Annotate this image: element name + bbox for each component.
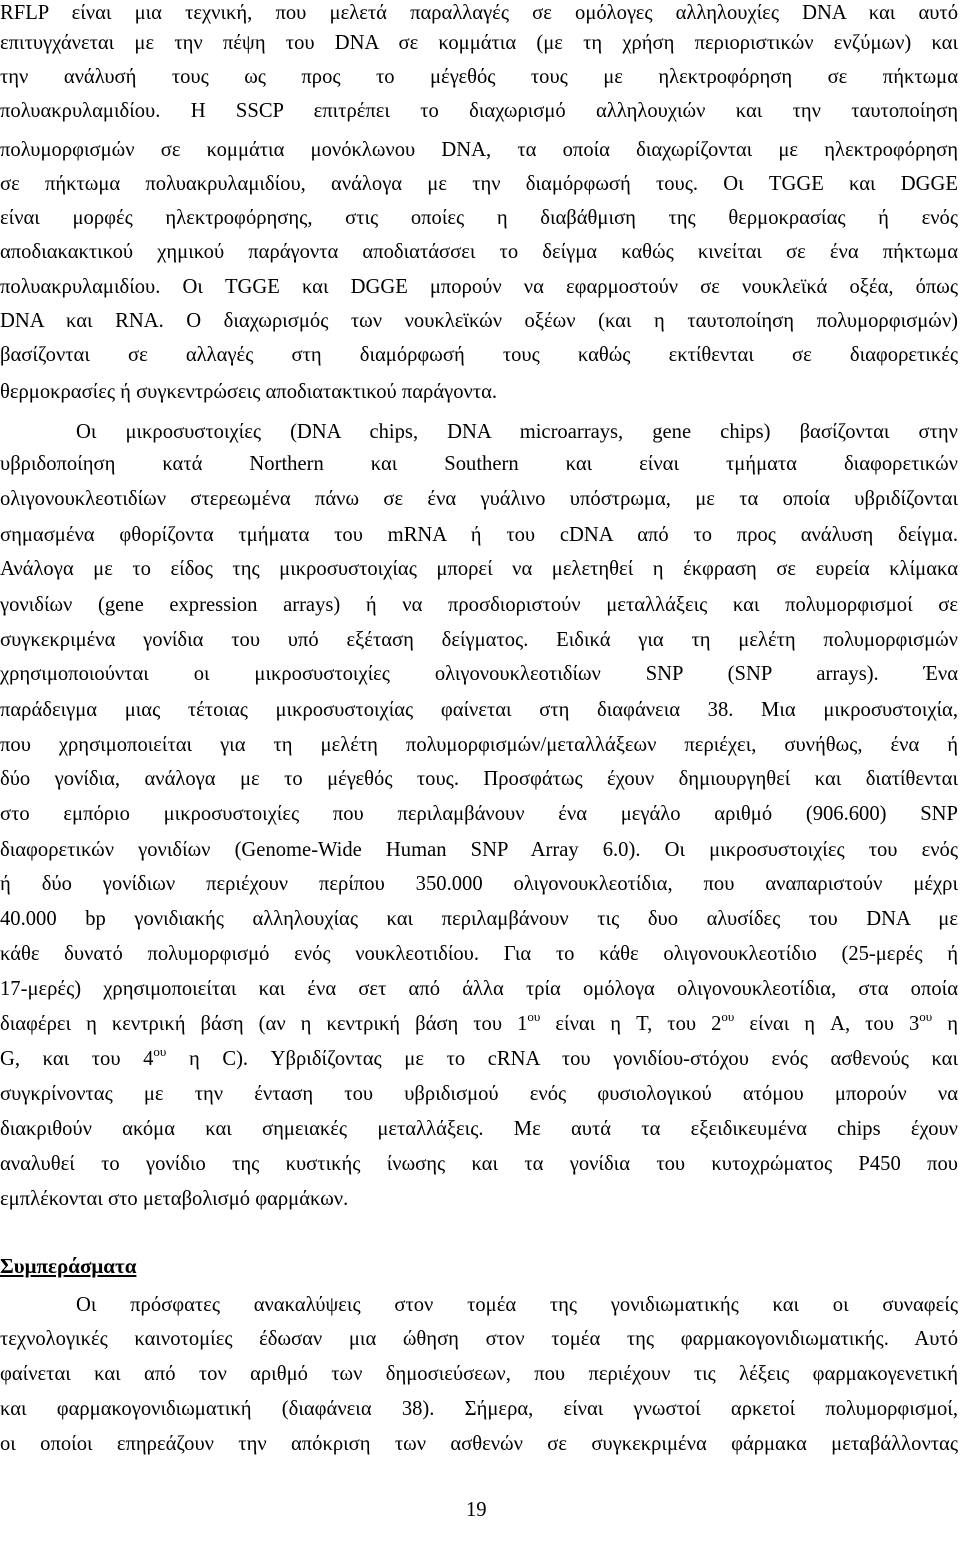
text-line: πολυακρυλαμιδίου. Οι TGGE και DGGE μπορούν να εφαρμοστούν σε νουκλεϊκά οξέα, όπως: [0, 276, 958, 298]
text-line: πολυακρυλαμιδίου. Η SSCP επιτρέπει το διαχωρισμό αλληλουχιών και την ταυτοποίηση: [0, 100, 958, 122]
text-line: διακριθούν ακόμα και σημειακές μεταλλάξεις. Με αυτά τα εξειδικευμένα chips έχουν: [0, 1118, 958, 1140]
section-heading-conclusions: Συμπεράσματα: [0, 1254, 137, 1278]
text-line: αποδιακακτικού χημικού παράγοντα αποδιατάσσει το δείγμα καθώς κινείται σε ένα πήκτωμα: [0, 241, 958, 263]
text-segment: G, και του 4: [0, 1048, 154, 1070]
text-line: παράδειγμα μιας τέτοιας μικροσυστοιχίας φαίνεται στη διαφάνεια 38. Μια μικροσυστοιχία,: [0, 699, 958, 721]
text-line: οι οποίοι επηρεάζουν την απόκριση των ασθενών σε συγκεκριμένα φάρμακα μεταβάλλοντας: [0, 1433, 958, 1455]
text-line-with-ordinals: [0, 1046, 958, 1073]
text-segment: είναι η A, του 3: [734, 1013, 920, 1035]
text-line: στο εμπόριο μικροσυστοιχίες που περιλαμβάνουν ένα μεγάλο αριθμό (906.600) SNP: [0, 803, 958, 825]
ordinal-suffix: ου: [721, 1009, 735, 1024]
text-line: διαφορετικών γονιδίων (Genome-Wide Human SNP Array 6.0). Οι μικροσυστοιχίες του ενός: [0, 839, 958, 861]
text-line: Οι μικροσυστοιχίες (DNA chips, DNA microarrays, gene chips) βασίζονται στην: [76, 421, 958, 443]
text-line: υβριδοποίηση κατά Northern και Southern και είναι τμήματα διαφορετικών: [0, 453, 958, 475]
text-line: αναλυθεί το γονίδιο της κυστικής ίνωσης και τα γονίδια του κυτοχρώματος P450 που: [0, 1153, 958, 1175]
page-number: 19: [466, 1499, 487, 1521]
text-line: που χρησιμοποιείται για τη μελέτη πολυμορφισμών/μεταλλάξεων περιέχει, συνήθως, ένα ή: [0, 734, 958, 756]
text-segment: η C). Υβριδίζοντας με το cRNA του γονιδίου-στόχου ενός ασθενούς και: [166, 1048, 958, 1070]
text-line: Οι πρόσφατες ανακαλύψεις στον τομέα της γονιδιωματικής και οι συναφείς: [76, 1294, 958, 1316]
text-segment: διαφέρει η κεντρική βάση (αν η κεντρική βάση του 1: [0, 1013, 528, 1035]
text-line: θερμοκρασίες ή συγκεντρώσεις αποδιατακτικού παράγοντα.: [0, 381, 498, 403]
text-segment: η: [932, 1013, 958, 1035]
text-line: φαίνεται και από τον αριθμό των δημοσιεύσεων, που περιέχουν τις λέξεις φαρμακογενετική: [0, 1363, 958, 1385]
text-line: συγκρίνοντας με την ένταση του υβριδισμού ενός φυσιολογικού ατόμου μπορούν να: [0, 1083, 958, 1105]
text-line: γονιδίων (gene expression arrays) ή να προσδιοριστούν μεταλλάξεις και πολυμορφισμοί σε: [0, 594, 958, 616]
text-line: χρησιμοποιούνται οι μικροσυστοιχίες ολιγονουκλεοτιδίων SNP (SNP arrays). Ένα: [0, 663, 958, 685]
text-line: εμπλέκονται στο μεταβολισμό φαρμάκων.: [0, 1188, 349, 1210]
text-line: ή δύο γονίδιων περιέχουν περίπου 350.000 ολιγονουκλεοτίδια, που αναπαριστούν μέχρι: [0, 873, 958, 895]
text-line: βασίζονται σε αλλαγές στη διαμόρφωσή τους καθώς εκτίθενται σε διαφορετικές: [0, 344, 958, 366]
text-line: και φαρμακογονιδιωματική (διαφάνεια 38). Σήμερα, είναι γνωστοί αρκετοί πολυμορφισμοί,: [0, 1398, 958, 1420]
text-line: συγκεκριμένα γονίδια του υπό εξέταση δείγματος. Ειδικά για τη μελέτη πολυμορφισμών: [0, 629, 958, 651]
text-line: την ανάλυσή τους ως προς το μέγεθός τους με ηλεκτροφόρηση σε πήκτωμα: [0, 66, 958, 88]
text-line: ολιγονουκλεοτιδίων στερεωμένα πάνω σε ένα γυάλινο υπόστρωμα, με τα οποία υβριδίζονται: [0, 488, 958, 510]
ordinal-suffix: ου: [527, 1009, 541, 1024]
text-line-with-ordinals: [0, 1011, 958, 1038]
text-line: επιτυγχάνεται με την πέψη του DNA σε κομμάτια (με τη χρήση περιοριστικών ενζύμων) και: [0, 32, 958, 54]
text-line: DNA και RNA. Ο διαχωρισμός των νουκλεϊκών οξέων (και η ταυτοποίηση πολυμορφισμών): [0, 310, 958, 332]
text-line: σε πήκτωμα πολυακρυλαμιδίου, ανάλογα με την διαμόρφωσή τους. Οι TGGE και DGGE: [0, 173, 958, 195]
text-line: κάθε δυνατό πολυμορφισμό ενός νουκλεοτιδίου. Για το κάθε ολιγονουκλεοτίδιο (25-μερές ή: [0, 943, 958, 965]
text-line: 17-μερές) χρησιμοποιείται και ένα σετ από άλλα τρία ομόλογα ολιγονουκλεοτίδια, στα οποία: [0, 978, 958, 1000]
text-line: σημασμένα φθορίζοντα τμήματα του mRNA ή του cDNA από το προς ανάλυση δείγμα.: [0, 524, 958, 546]
text-line: RFLP είναι μια τεχνική, που μελετά παραλλαγές σε ομόλογες αλληλουχίες DNA και αυτό: [0, 2, 958, 24]
text-line: πολυμορφισμών σε κομμάτια μονόκλωνου DNA, τα οποία διαχωρίζονται με ηλεκτροφόρηση: [0, 139, 958, 161]
text-segment: είναι η T, του 2: [540, 1013, 722, 1035]
text-line: είναι μορφές ηλεκτροφόρησης, στις οποίες η διαβάθμιση της θερμοκρασίας ή ενός: [0, 207, 958, 229]
text-line: Ανάλογα με το είδος της μικροσυστοιχίας μπορεί να μελετηθεί η έκφραση σε ευρεία κλίμακα: [0, 558, 958, 580]
text-line: δύο γονίδια, ανάλογα με το μέγεθός τους. Προσφάτως έχουν δημιουργηθεί και διατίθενται: [0, 768, 958, 790]
ordinal-suffix: ου: [919, 1009, 933, 1024]
ordinal-suffix: ου: [153, 1044, 167, 1059]
text-line: 40.000 bp γονιδιακής αλληλουχίας και περιλαμβάνουν τις δυο αλυσίδες του DNA με: [0, 908, 958, 930]
text-line: τεχνολογικές καινοτομίες έδωσαν μια ώθηση στον τομέα της φαρμακογονιδιωματικής. Αυτό: [0, 1328, 958, 1350]
